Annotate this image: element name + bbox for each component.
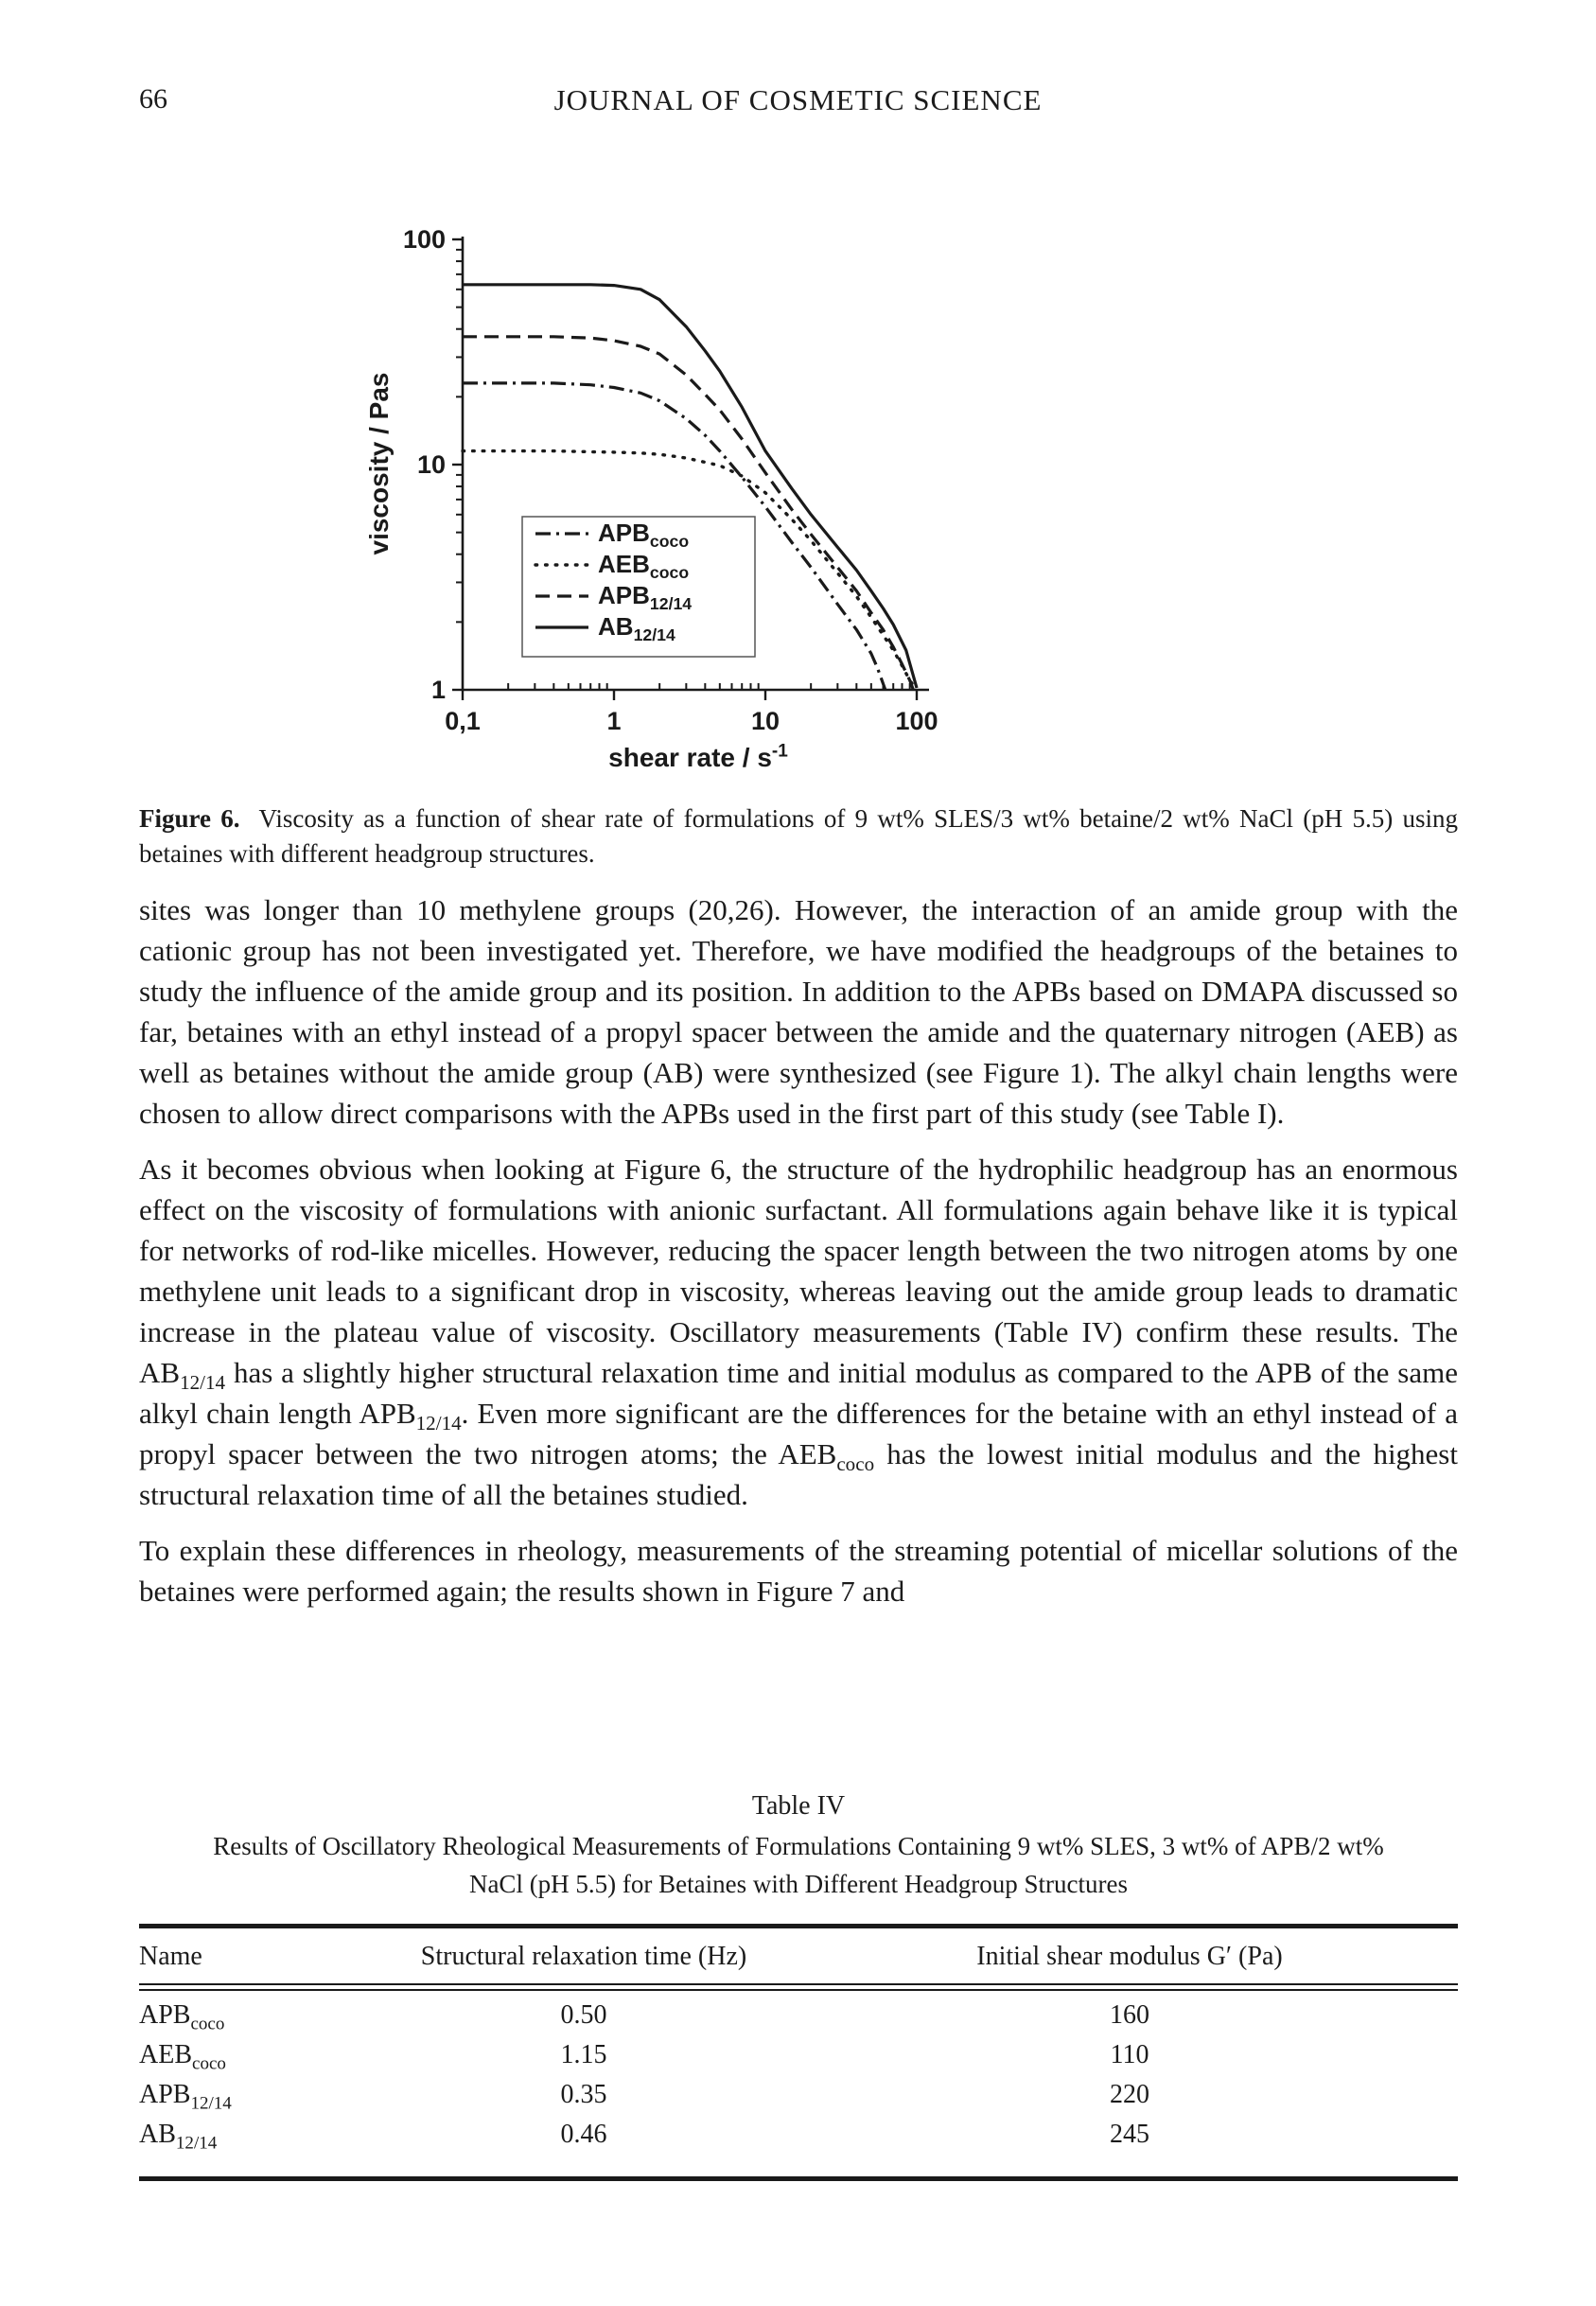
cell-name: $AB_{12/14}$ — [139, 2120, 218, 2154]
cell-relaxation-time: 1.15 — [560, 2040, 607, 2069]
legend-label: $AEB_{coco}$ — [598, 550, 690, 583]
body-paragraph: To explain these differences in rheology, measurements of the streaming potential of micellar solutions of the betaines were performed again; the results shown in Figure 7 and — [139, 1534, 1458, 1608]
x-tick-label: 1 — [606, 707, 622, 735]
cell-relaxation-time: 0.50 — [560, 2000, 607, 2030]
table-col-relaxation: Structural relaxation time (Hz) — [420, 1942, 747, 1971]
table-col-name: Name — [139, 1942, 202, 1971]
table-row — [139, 2080, 1458, 2120]
cell-modulus: 160 — [1110, 2000, 1149, 2030]
page-number: 66 — [139, 83, 167, 114]
figure-caption-text: Viscosity as a function of shear rate of formulations of 9 wt% SLES/3 wt% betaine/2 wt% NaCl (pH 5.5) using betaines with different headgroup structures. — [139, 804, 1458, 868]
figure-caption-label: Figure 6. — [139, 804, 240, 833]
table-col-modulus: Initial shear modulus G′ (Pa) — [976, 1942, 1283, 1971]
table-title: Table IV — [751, 1791, 846, 1821]
body-paragraph: As it becomes obvious when looking at Figure 6, the structure of the hydrophilic headgroup has an enormous effect on the viscosity of formulations with anionic surfactant. All formulations again behave like it is typical for networks of rod-like micelles. However, reducing the spacer length between the two nitrogen atoms by one methylene unit leads to a significant drop in viscosity, whereas leaving out the amide group leads to dramatic increase in the plateau value of viscosity. Oscillatory measurements (Table IV) confirm these results. The $AB_{12/14}$ has a slightly higher structural relaxation time and initial modulus as compared to the APB of the same alkyl chain length $APB_{12/14}$. Even more significant are the differences for the betaine with an ethyl instead of a propyl spacer between the two nitrogen atoms; the $AEB_{coco}$ has the lowest initial modulus and the highest structural relaxation time of all the betaines studied. — [139, 1153, 1458, 1511]
cell-relaxation-time: 0.35 — [560, 2080, 607, 2109]
x-tick-label: 0,1 — [445, 707, 481, 735]
table-subtitle: Results of Oscillatory Rheological Measurements of Formulations Containing 9 wt% SLES, 3 wt% of APB/2 wt% NaCl (pH 5.5) for Betaines with Different Headgroup Structures — [213, 1832, 1384, 1898]
x-tick-label: 10 — [750, 707, 780, 735]
journal-title: JOURNAL OF COSMETIC SCIENCE — [553, 83, 1043, 116]
y-tick-label: 1 — [430, 676, 446, 704]
table-body — [139, 1991, 1458, 2173]
table-row — [139, 2000, 1458, 2040]
cell-name: $AEB_{coco}$ — [139, 2040, 226, 2074]
table-row — [139, 2040, 1458, 2080]
figure6 — [350, 216, 993, 783]
y-tick-label: 100 — [402, 225, 446, 254]
x-tick-label: 100 — [895, 707, 938, 735]
table4 — [139, 1791, 1458, 2181]
legend-label: $APB_{12/14}$ — [598, 581, 693, 614]
table-rule-bottom — [139, 2176, 1458, 2181]
figure6-caption — [139, 801, 1458, 871]
legend-label: $APB_{coco}$ — [598, 519, 690, 552]
cell-modulus: 245 — [1110, 2120, 1149, 2149]
cell-name: $APB_{12/14}$ — [139, 2080, 232, 2114]
legend-label: $AB_{12/14}$ — [598, 612, 675, 645]
figure6-chart — [350, 216, 993, 783]
x-axis-label: shear rate / $s^{-1}$ — [608, 741, 788, 772]
y-axis-label: viscosity / Pas — [364, 372, 394, 555]
cell-name: $APB_{coco}$ — [139, 2000, 225, 2034]
running-head — [0, 83, 1596, 121]
body-text — [139, 889, 1458, 1627]
y-tick-label: 10 — [416, 450, 446, 479]
body-paragraph: sites was longer than 10 methylene groups (20,26). However, the interaction of an amide group with the cationic group has not been investigated yet. Therefore, we have modified the headgroups of the betaines to study the influence of the amide group and its position. In addition to the APBs based on DMAPA discussed so far, betaines with an ethyl instead of a propyl spacer between the amide and the quaternary nitrogen (AEB) as well as betaines without the amide group (AB) were synthesized (see Figure 1). The alkyl chain lengths were chosen to allow direct comparisons with the APBs used in the first part of this study (see Table I). — [139, 893, 1458, 1130]
cell-modulus: 220 — [1110, 2080, 1149, 2109]
table-row — [139, 2120, 1458, 2159]
cell-modulus: 110 — [1110, 2040, 1149, 2069]
table-header-row — [139, 1928, 1458, 1983]
cell-relaxation-time: 0.46 — [560, 2120, 607, 2149]
table-rule-header — [139, 1983, 1458, 1991]
